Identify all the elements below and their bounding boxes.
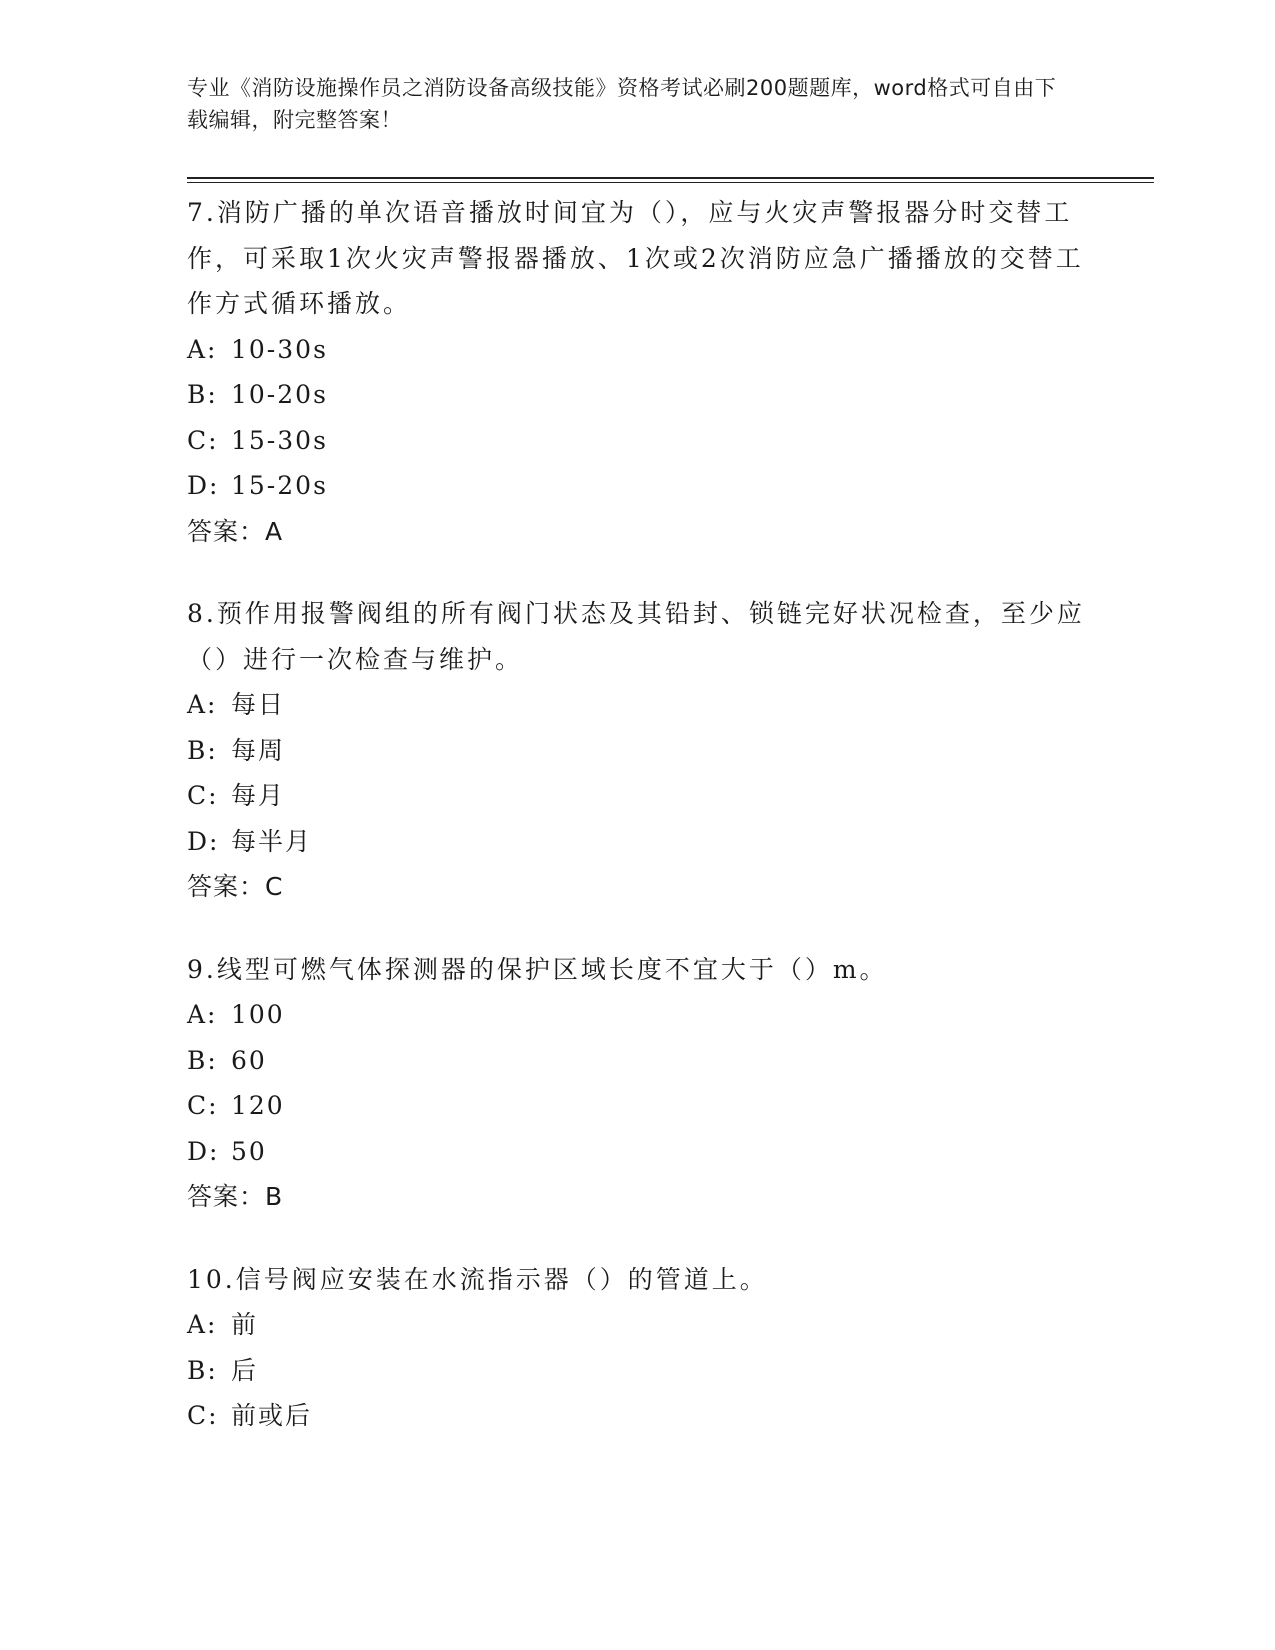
option-c xyxy=(187,773,1087,819)
option-a xyxy=(187,682,1087,728)
question-item xyxy=(187,190,1087,554)
option-letter: B: xyxy=(187,735,218,765)
option-text: 后 xyxy=(231,1355,259,1385)
option-d xyxy=(187,819,1087,865)
option-b xyxy=(187,728,1087,774)
option-letter: A: xyxy=(187,690,218,719)
option-letter: C: xyxy=(187,1091,219,1120)
question-item xyxy=(187,947,1087,1220)
document-header: 专业《消防设施操作员之消防设备高级技能》资格考试必刷200题题库，word格式可自由下载编辑，附完整答案！ xyxy=(187,76,1057,132)
option-b xyxy=(187,372,1087,418)
option-letter: B: xyxy=(187,1045,218,1075)
option-text: 每半月 xyxy=(231,826,313,856)
option-text: 每日 xyxy=(231,690,286,719)
option-text: 前或后 xyxy=(231,1401,313,1430)
option-text: 120 xyxy=(231,1091,285,1120)
option-text: 100 xyxy=(231,1000,285,1029)
header-divider-thick xyxy=(187,177,1154,179)
option-letter: A: xyxy=(187,334,218,364)
option-text: 60 xyxy=(231,1045,267,1075)
option-a xyxy=(187,992,1087,1038)
option-letter: C: xyxy=(187,425,219,455)
option-letter: C: xyxy=(187,1401,219,1430)
question-stem: 8.预作用报警阀组的所有阀门状态及其铅封、锁链完好状况检查，至少应（）进行一次检查与维护。 xyxy=(187,599,1085,674)
question-item xyxy=(187,1257,1087,1439)
option-text: 15-30s xyxy=(231,425,328,455)
answer-line: 答案：B xyxy=(187,1182,284,1211)
option-text: 15-20s xyxy=(231,471,328,500)
option-text: 前 xyxy=(231,1310,259,1339)
question-stem: 10.信号阀应安装在水流指示器（）的管道上。 xyxy=(187,1264,768,1294)
question-list xyxy=(187,190,1087,1476)
option-a xyxy=(187,327,1087,373)
option-letter: A: xyxy=(187,1000,218,1029)
option-text: 每月 xyxy=(231,781,286,810)
option-d xyxy=(187,1129,1087,1175)
option-b xyxy=(187,1348,1087,1394)
option-c xyxy=(187,1393,1087,1439)
option-letter: D: xyxy=(187,1136,220,1166)
option-text: 10-20s xyxy=(231,380,328,409)
option-b xyxy=(187,1038,1087,1084)
option-c xyxy=(187,418,1087,464)
option-letter: C: xyxy=(187,781,219,810)
option-letter: B: xyxy=(187,1355,218,1385)
question-item xyxy=(187,591,1087,910)
option-text: 每周 xyxy=(231,735,286,765)
option-letter: D: xyxy=(187,826,220,856)
answer-line: 答案：C xyxy=(187,872,284,901)
question-stem: 7.消防广播的单次语音播放时间宜为（），应与火灾声警报器分时交替工作，可采取1次火灾声警报器播放、1次或2次消防应急广播播放的交替工作方式循环播放。 xyxy=(187,198,1084,318)
option-d xyxy=(187,463,1087,509)
answer-line: 答案：A xyxy=(187,516,284,546)
option-letter: B: xyxy=(187,380,218,409)
header-divider-thin xyxy=(187,182,1154,183)
option-letter: D: xyxy=(187,471,220,500)
option-a xyxy=(187,1302,1087,1348)
question-stem: 9.线型可燃气体探测器的保护区域长度不宜大于（）m。 xyxy=(187,954,888,984)
option-c xyxy=(187,1083,1087,1129)
option-text: 50 xyxy=(231,1136,267,1166)
option-letter: A: xyxy=(187,1310,218,1339)
option-text: 10-30s xyxy=(231,334,328,364)
